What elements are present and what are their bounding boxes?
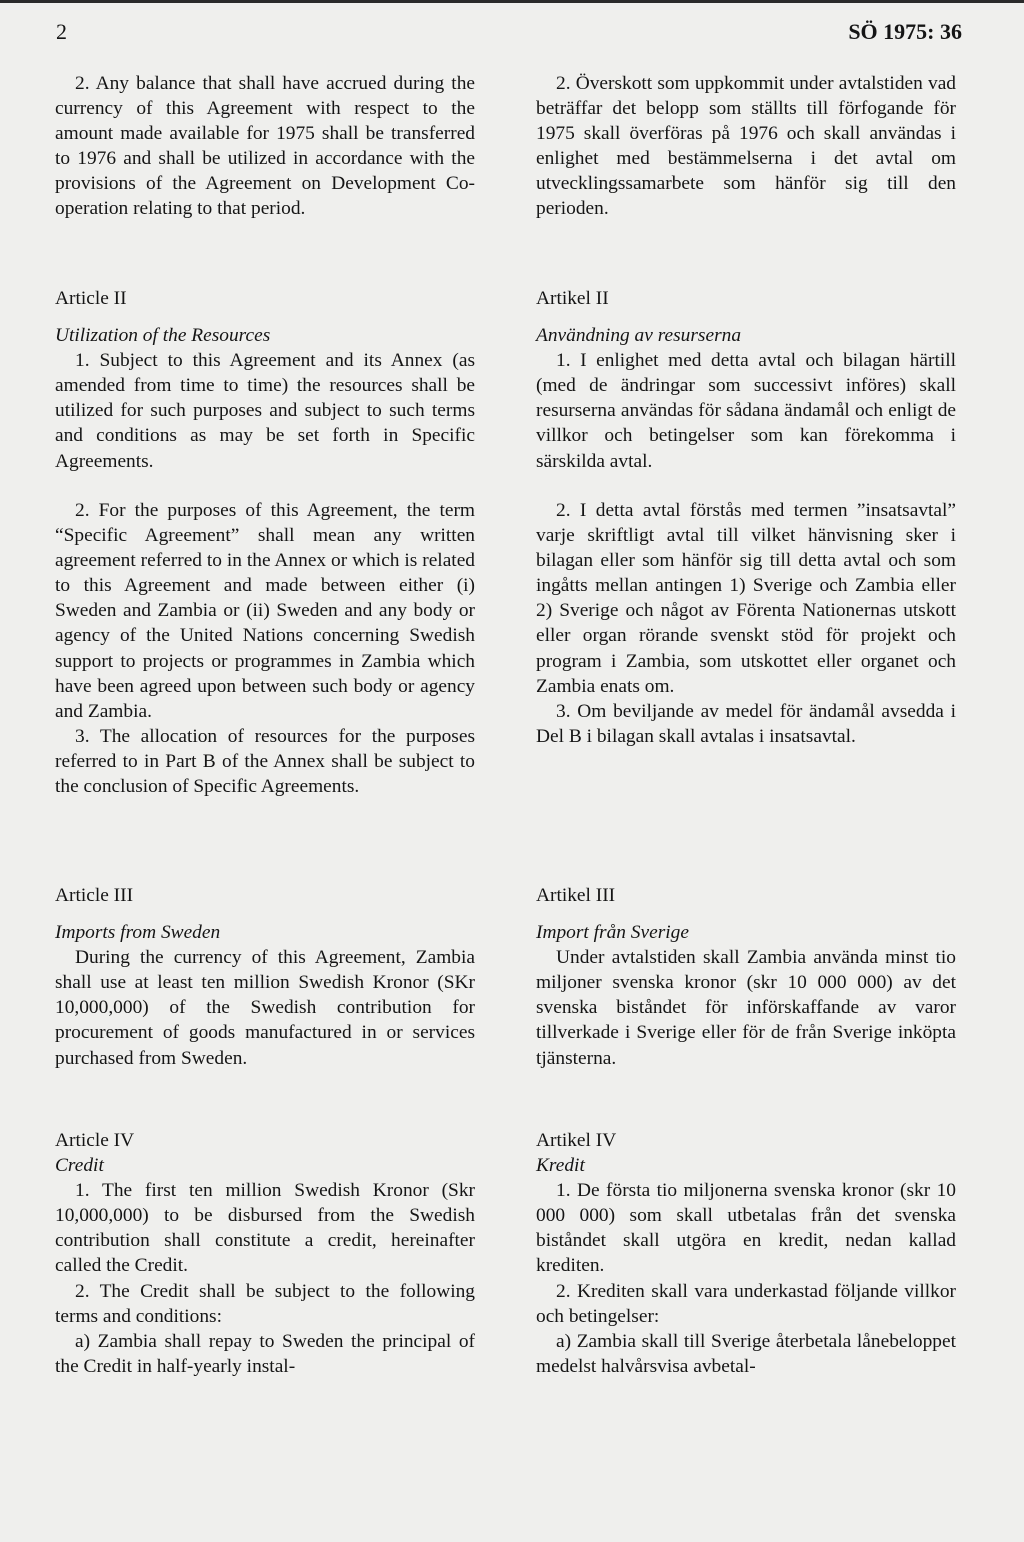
english-article-3-paragraph-1: During the currency of this Agreement, Zambia shall use at least ten million Swedish Kronor (SKr 10,000,000) of the Swedish contribution for procurement of goods manufactured in or services purchased from Sweden. (55, 947, 475, 1069)
english-article-2-paragraph-3: 3. The allocation of resources for the purposes referred to in Part B of the Annex shall be subject to the conclusion of Specific Agreements. (55, 725, 475, 798)
swedish-intro-paragraph-2: 2. Överskott som uppkommit under avtalstiden vad beträffar det belopp som ställts till förfogande för 1975 skall överföras på 1976 och skall användas i enlighet med bestämmelserna i det avtal om utvecklingssamarbete som hänför sig till den perioden. (536, 73, 956, 220)
english-intro-paragraph-2: 2. Any balance that shall have accrued during the currency of this Agreement with respect to the amount made available for 1975 shall be transferred to 1976 and shall be utilized in accordance with the provisions of the Agreement on Development Co-operation relating to that period. (55, 73, 475, 220)
swedish-article-4-paragraph-1: 1. De första tio miljonerna svenska kronor (skr 10 000 000) som skall utbetalas från det svenska biståndet skall utgöra en kredit, nedan kallad krediten. (536, 1180, 956, 1277)
swedish-article-4-paragraph-2: 2. Krediten skall vara underkastad följande villkor och betingelser: (536, 1280, 956, 1327)
swedish-article-2-continued (536, 498, 956, 749)
english-article-2-paragraph-1: 1. Subject to this Agreement and its Annex (as amended from time to time) the resources shall be utilized for such purposes and subject to such terms and conditions as may be set forth in Specific Agreements. (55, 350, 475, 472)
english-article-3 (55, 883, 475, 1071)
english-article-3-subtitle: Imports from Sweden (55, 922, 221, 944)
swedish-article-4-title: Artikel IV (536, 1130, 617, 1151)
swedish-article-2-paragraph-3: 3. Om beviljande av medel för ändamål avsedda i Del B i bilagan skall avtalas i insatsavtal. (536, 700, 956, 747)
swedish-article-3-title: Artikel III (536, 885, 616, 906)
swedish-article-4-subtitle: Kredit (536, 1155, 585, 1177)
english-article-4-paragraph-3: a) Zambia shall repay to Sweden the principal of the Credit in half-yearly instal- (55, 1330, 475, 1377)
english-article-4-subtitle: Credit (55, 1155, 104, 1177)
swedish-article-2-paragraph-2: 2. I detta avtal förstås med termen ”insatsavtal” varje skriftligt avtal till vilket hänvisning sker i bilagan eller som hänför sig till detta avtal och som ingåtts mellan antingen 1) Sverige och Zambia eller 2) Sverige och något av Förenta Nationernas utskott eller organ rörande svenskt stöd för projekt och program i Zambia, som utskottet eller organet och Zambia enats om. (536, 500, 956, 697)
page-number: 2 (56, 19, 67, 44)
swedish-article-4-paragraph-3: a) Zambia skall till Sverige återbetala lånebeloppet medelst halvårsvisa avbetal- (536, 1330, 956, 1377)
swedish-article-3-subtitle: Import från Sverige (536, 922, 689, 944)
swedish-article-3-paragraph-1: Under avtalstiden skall Zambia använda minst tio miljoner svenska kronor (skr 10 000 000) av det svenska biståndet för införskaffande av varor tillverkade i Sverige eller för de från Sverige inköpta tjänsterna. (536, 947, 956, 1069)
english-article-2-continued (55, 498, 475, 799)
swedish-article-2-subtitle: Användning av resurserna (536, 325, 742, 347)
english-article-4-paragraph-2: 2. The Credit shall be subject to the following terms and conditions: (55, 1280, 475, 1327)
english-article-2 (55, 286, 475, 474)
english-article-4-paragraph-1: 1. The first ten million Swedish Kronor (Skr 10,000,000) to be disbursed from the Swedish contribution shall constitute a credit, hereinafter called the Credit. (55, 1180, 475, 1277)
swedish-article-3 (536, 883, 956, 1071)
english-article-4 (55, 1128, 475, 1379)
swedish-article-2 (536, 286, 956, 474)
document-reference: SÖ 1975: 36 (848, 19, 962, 44)
swedish-article-2-paragraph-1: 1. I enlighet med detta avtal och bilagan härtill (med de ändringar som successivt införes) skall resurserna användas för sådana ändamål och enligt de villkor och betingelser som kan förekomma i särskilda avtal. (536, 350, 956, 472)
english-article-2-subtitle: Utilization of the Resources (55, 325, 271, 347)
english-article-4-title: Article IV (55, 1130, 135, 1151)
page-header (56, 19, 962, 51)
swedish-article-4 (536, 1128, 956, 1379)
swedish-article-2-title: Artikel II (536, 288, 609, 309)
english-article-3-title: Article III (55, 885, 134, 906)
english-article-2-paragraph-2: 2. For the purposes of this Agreement, the term “Specific Agreement” shall mean any written agreement referred to in the Annex or which is related to this Agreement and made between either (i) Sweden and Zambia or (ii) Sweden and any body or agency of the United Nations concerning Swedish support to projects or programmes in Zambia which have been agreed upon between such body or agency and Zambia. (55, 500, 475, 722)
english-article-2-title: Article II (55, 288, 127, 309)
